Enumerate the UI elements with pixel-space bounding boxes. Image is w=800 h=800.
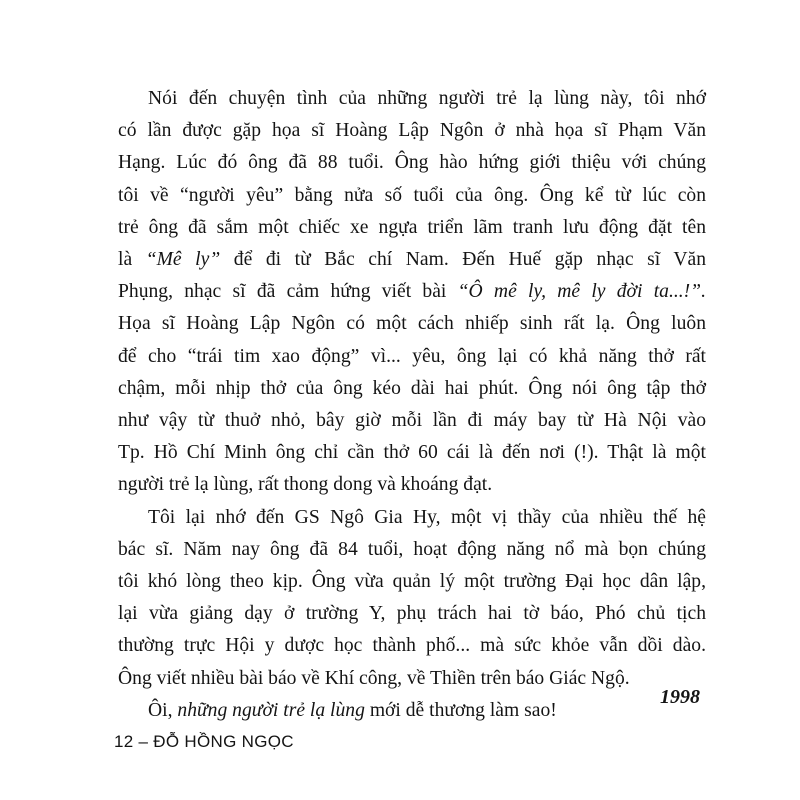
italic-song-title: “Ô mê ly, mê ly đời ta...!”. xyxy=(457,281,706,303)
text-line: Ông viết nhiều bài báo về Khí công, về Thiền trên báo Giác Ngộ. xyxy=(118,667,630,689)
text-line: bác sĩ. Năm nay ông đã 84 tuổi, hoạt động năng nổ mà bọn chúng xyxy=(118,538,706,560)
italic-title: “Mê ly” xyxy=(145,249,221,271)
text-line: tôi khó lòng theo kịp. Ông vừa quản lý một trường Đại học dân lập, xyxy=(118,571,706,593)
text-line: Tp. Hồ Chí Minh ông chỉ cần thở 60 cái là đến nơi (!). Thật là một xyxy=(118,442,706,464)
text-line: Họa sĩ Hoàng Lập Ngôn có một cách nhiếp sinh rất lạ. Ông luôn xyxy=(118,313,706,335)
text-fragment: Phụng, nhạc sĩ đã cảm hứng viết bài xyxy=(118,281,447,303)
text-line: để cho “trái tim xao động” vì... yêu, ông lại có khả năng thở rất xyxy=(118,345,706,367)
body-text xyxy=(118,83,706,727)
text-line: trẻ ông đã sắm một chiếc xe ngựa triển lãm tranh lưu động đặt tên xyxy=(118,216,706,238)
text-line: có lần được gặp họa sĩ Hoàng Lập Ngôn ở nhà họa sĩ Phạm Văn xyxy=(118,120,706,142)
page-footer: 12 – ĐỖ HỒNG NGỌC xyxy=(114,732,294,751)
text-fragment: để đi từ Bắc chí Nam. Đến Huế gặp nhạc sĩ Văn xyxy=(233,249,706,271)
text-fragment: mới dễ thương làm sao! xyxy=(369,699,557,721)
text-fragment: Ôi, xyxy=(148,699,173,721)
paragraph-1 xyxy=(118,83,706,502)
paragraph-3 xyxy=(118,695,706,727)
text-line: Nói đến chuyện tình của những người trẻ lạ lùng này, tôi nhớ xyxy=(148,88,706,109)
italic-phrase: những người trẻ lạ lùng xyxy=(177,699,365,721)
text-line: Tôi lại nhớ đến GS Ngô Gia Hy, một vị thầy của nhiều thế hệ xyxy=(148,506,706,528)
text-line: tôi về “người yêu” bằng nửa số tuổi của ông. Ông kể từ lúc còn xyxy=(118,184,706,206)
text-line: chậm, mỗi nhịp thở của ông kéo dài hai phút. Ông nói ông tập thở xyxy=(118,377,706,399)
year-signature: 1998 xyxy=(660,686,700,708)
text-line: Hạng. Lúc đó ông đã 88 tuổi. Ông hào hứng giới thiệu với chúng xyxy=(118,152,706,174)
paragraph-2 xyxy=(118,502,706,695)
text-fragment: là xyxy=(118,249,133,271)
text-line: lại vừa giảng dạy ở trường Y, phụ trách hai tờ báo, Phó chủ tịch xyxy=(118,603,706,625)
text-line: người trẻ lạ lùng, rất thong dong và khoáng đạt. xyxy=(118,474,493,496)
text-line xyxy=(118,276,706,308)
text-line xyxy=(118,244,706,276)
text-line: thường trực Hội y dược học thành phố... mà sức khỏe vẫn dồi dào. xyxy=(118,635,706,657)
text-line xyxy=(118,695,706,727)
text-line: như vậy từ thuở nhỏ, bây giờ mỗi lần đi máy bay từ Hà Nội vào xyxy=(118,410,706,432)
